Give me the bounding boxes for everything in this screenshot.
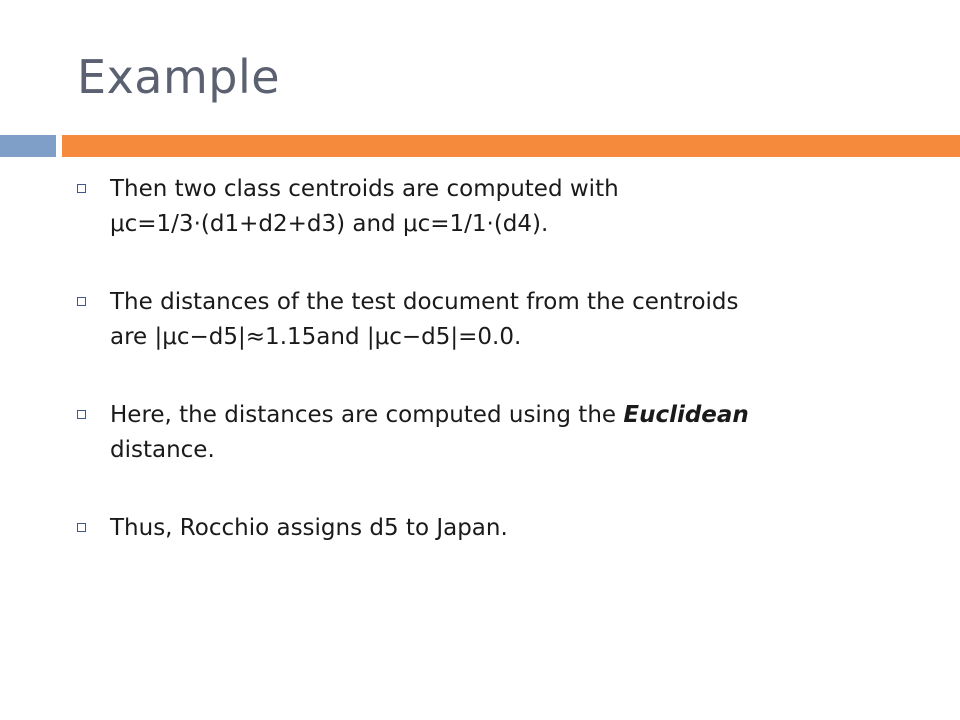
emphasized-term: Euclidean bbox=[623, 402, 749, 428]
bullet-item bbox=[77, 172, 897, 242]
bullet-item bbox=[77, 398, 897, 468]
accent-bar-orange bbox=[62, 135, 960, 157]
bullet-item bbox=[77, 511, 897, 546]
bullet-text-line: are |μc−d5|≈1.15and |μc−d5|=0.0. bbox=[110, 324, 522, 350]
bullet-text-line: μc=1/3·(d1+d2+d3) and μc=1/1·(d4). bbox=[110, 211, 549, 237]
bullet-text-line: Here, the distances are computed using the bbox=[110, 402, 624, 428]
square-bullet-icon bbox=[77, 523, 86, 532]
bullet-item bbox=[77, 285, 897, 355]
square-bullet-icon bbox=[77, 410, 86, 419]
bullet-text-line: The distances of the test document from the centroids bbox=[110, 289, 739, 315]
bullet-list bbox=[77, 172, 897, 589]
bullet-text-line: Then two class centroids are computed with bbox=[110, 176, 619, 202]
square-bullet-icon bbox=[77, 297, 86, 306]
slide-title: Example bbox=[77, 50, 281, 104]
bullet-text-line: distance. bbox=[110, 437, 215, 463]
accent-bar-blue bbox=[0, 135, 56, 157]
bullet-text-line: Thus, Rocchio assigns d5 to Japan. bbox=[110, 515, 508, 541]
square-bullet-icon bbox=[77, 184, 86, 193]
